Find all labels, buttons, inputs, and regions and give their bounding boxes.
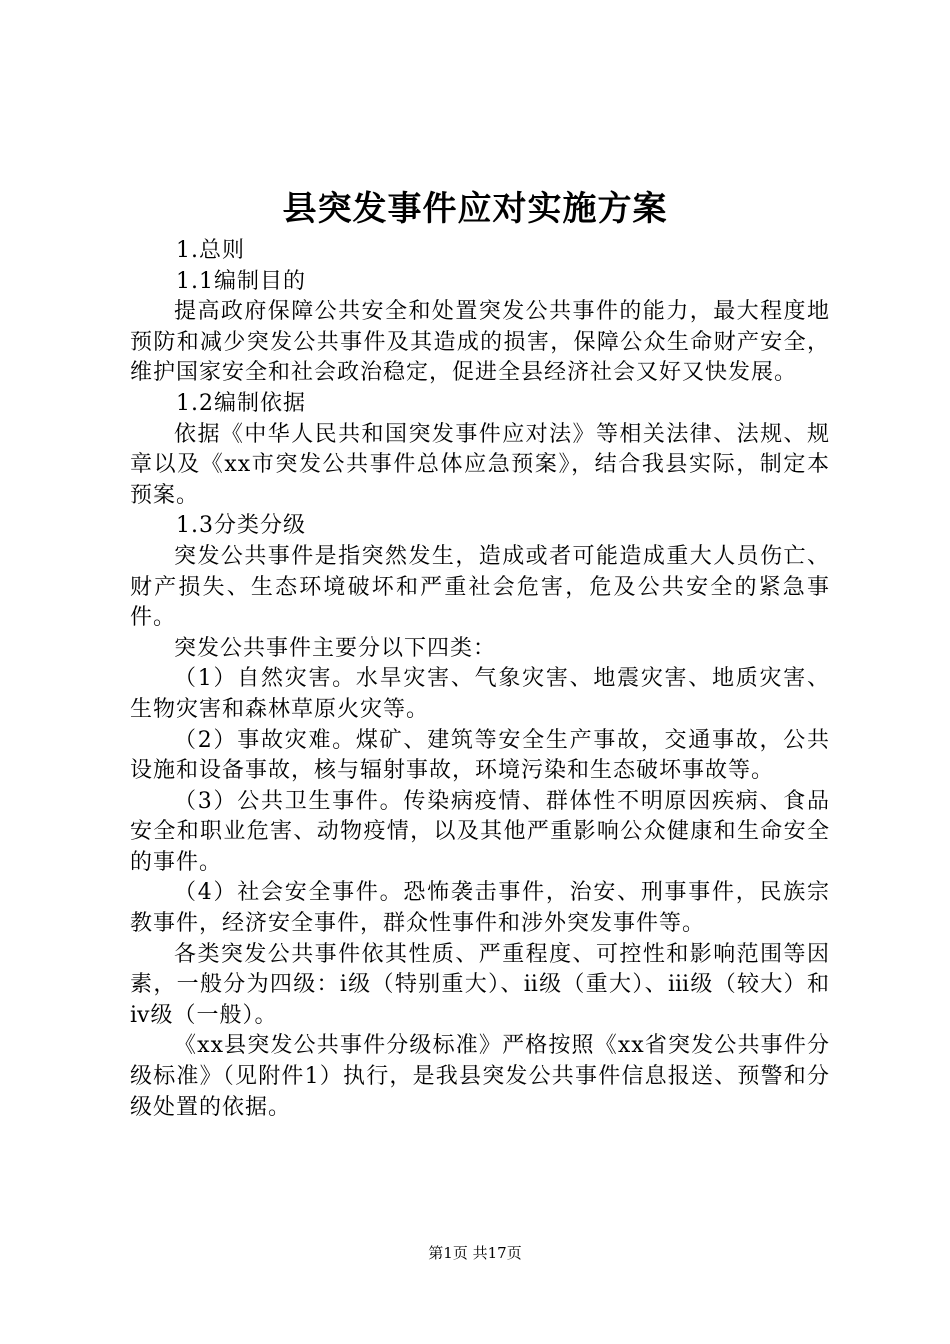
page-number-footer: 第1页 共17页 — [428, 1244, 522, 1262]
body-paragraph: 突发公共事件主要分以下四类： — [174, 635, 497, 661]
body-paragraph: 提高政府保障公共安全和处置突发公共事件的能力，最大程度地预防和减少突发公共事件及其造成的损害，保障公众生命财产安全，维护国家安全和社会政治稳定，促进全县经济社会又好又快发展。 — [130, 299, 830, 386]
document-title: 县突发事件应对实施方案 — [282, 189, 668, 229]
subsection-heading: 1.2编制依据 — [176, 390, 306, 416]
body-paragraph: 各类突发公共事件依其性质、严重程度、可控性和影响范围等因素，一般分为四级：ⅰ级（特别重大）、ⅱ级（重大）、ⅲ级（较大）和ⅳ级（一般）。 — [130, 941, 830, 1028]
list-paragraph: （1）自然灾害。水旱灾害、气象灾害、地震灾害、地质灾害、生物灾害和森林草原火灾等。 — [130, 666, 830, 722]
body-paragraph: 突发公共事件是指突然发生，造成或者可能造成重大人员伤亡、财产损失、生态环境破坏和严重社会危害，危及公共安全的紧急事件。 — [130, 543, 830, 631]
list-paragraph: （3）公共卫生事件。传染病疫情、群体性不明原因疾病、食品安全和职业危害、动物疫情，以及其他严重影响公众健康和生命安全的事件。 — [130, 788, 830, 875]
body-paragraph: 依据《中华人民共和国突发事件应对法》等相关法律、法规、规章以及《xx市突发公共事件总体应急预案》，结合我县实际，制定本预案。 — [130, 421, 830, 508]
list-paragraph: （4）社会安全事件。恐怖袭击事件，治安、刑事事件，民族宗教事件，经济安全事件，群众性事件和涉外突发事件等。 — [130, 880, 830, 937]
document-body — [130, 236, 830, 1123]
subsection-heading: 1.3分类分级 — [176, 513, 306, 539]
subsection-heading: 1.1编制目的 — [176, 268, 306, 294]
section-heading: 1.总则 — [176, 238, 245, 263]
list-paragraph: （2）事故灾难。煤矿、建筑等安全生产事故，交通事故，公共设施和设备事故，核与辐射事故，环境污染和生态破坏事故等。 — [130, 727, 830, 784]
body-paragraph: 《xx县突发公共事件分级标准》严格按照《xx省突发公共事件分级标准》（见附件1）执行，是我县突发公共事件信息报送、预警和分级处置的依据。 — [130, 1033, 830, 1120]
